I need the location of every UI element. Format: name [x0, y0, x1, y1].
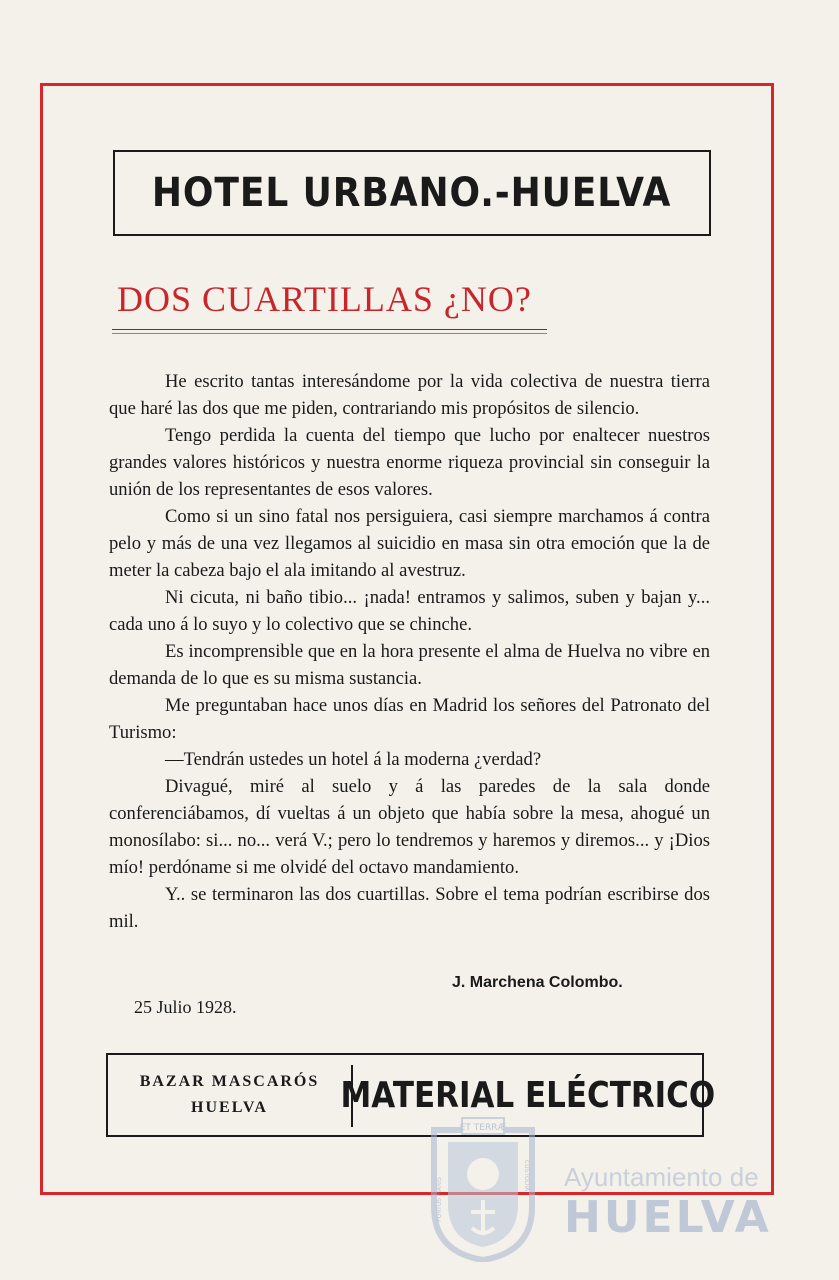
article-body: [109, 368, 710, 935]
advert-shop-city: HUELVA: [191, 1099, 268, 1116]
title-underline-secondary: [112, 333, 547, 334]
paragraph: Y.. se terminaron las dos cuartillas. Sobre el tema podrían escribirse dos mil.: [109, 884, 710, 932]
seal-left-text: PORTUS MARIS: [436, 1177, 443, 1222]
paragraph: He escrito tantas interesándome por la vida colectiva de nuestra tierra que haré las dos que me piden, contrariando mis propósitos de silencio.: [109, 371, 710, 419]
paragraph: Como si un sino fatal nos persiguiera, casi siempre marchamos á contra pelo y más de una vez llegamos al suicidio en masa sin otra emoción que la de meter la cabeza bajo el ala imitando al avestruz.: [109, 506, 710, 581]
watermark-line2: HUELVA: [564, 1192, 772, 1243]
paragraph: Me preguntaban hace unos días en Madrid los señores del Patronato del Turismo:: [109, 695, 710, 743]
hotel-header-box: [113, 150, 711, 236]
paragraph: Ni cicuta, ni baño tibio... ¡nada! entramos y salimos, suben y bajan y... cada uno á lo suyo y lo colectivo que se chinche.: [109, 587, 710, 635]
author-signature: J. Marchena Colombo.: [452, 974, 623, 991]
seal-right-text: CUSTODIA: [523, 1160, 530, 1192]
seal-motto: ET TERRÆ: [459, 1123, 507, 1133]
advert-shop-name: BAZAR MASCARÓS: [139, 1073, 320, 1090]
paragraph: Tengo perdida la cuenta del tiempo que lucho por enaltecer nuestros grandes valores históricos y nuestra enorme riqueza provincial sin conseguir la unión de los representantes de esos valores.: [109, 425, 710, 500]
watermark-line1: Ayuntamiento de: [564, 1162, 759, 1192]
advert-product-text: MATERIAL ELÉCTRICO: [340, 1074, 715, 1116]
hotel-title: HOTEL URBANO.-HUELVA: [152, 170, 672, 216]
watermark: [424, 1112, 772, 1262]
city-seal-icon: [424, 1112, 542, 1262]
paragraph: Divagué, miré al suelo y á las paredes de la sala donde conferenciábamos, dí vueltas á un objeto que había sobre la mesa, ahogué un monosílabo: si... no... verá V.; pero lo tendremos y haremos y diremos... y ¡Dios mío! perdóname si me olvidé del octavo mandamiento.: [109, 776, 710, 878]
title-underline: [112, 329, 547, 330]
paragraph: Es incomprensible que en la hora presente el alma de Huelva no vibre en demanda de lo que es su misma sustancia.: [109, 641, 710, 689]
article-date: 25 Julio 1928.: [134, 997, 237, 1017]
paragraph: —Tendrán ustedes un hotel á la moderna ¿verdad?: [165, 749, 542, 770]
advert-shop: [108, 1069, 351, 1121]
article-title: DOS CUARTILLAS ¿NO?: [117, 279, 532, 319]
